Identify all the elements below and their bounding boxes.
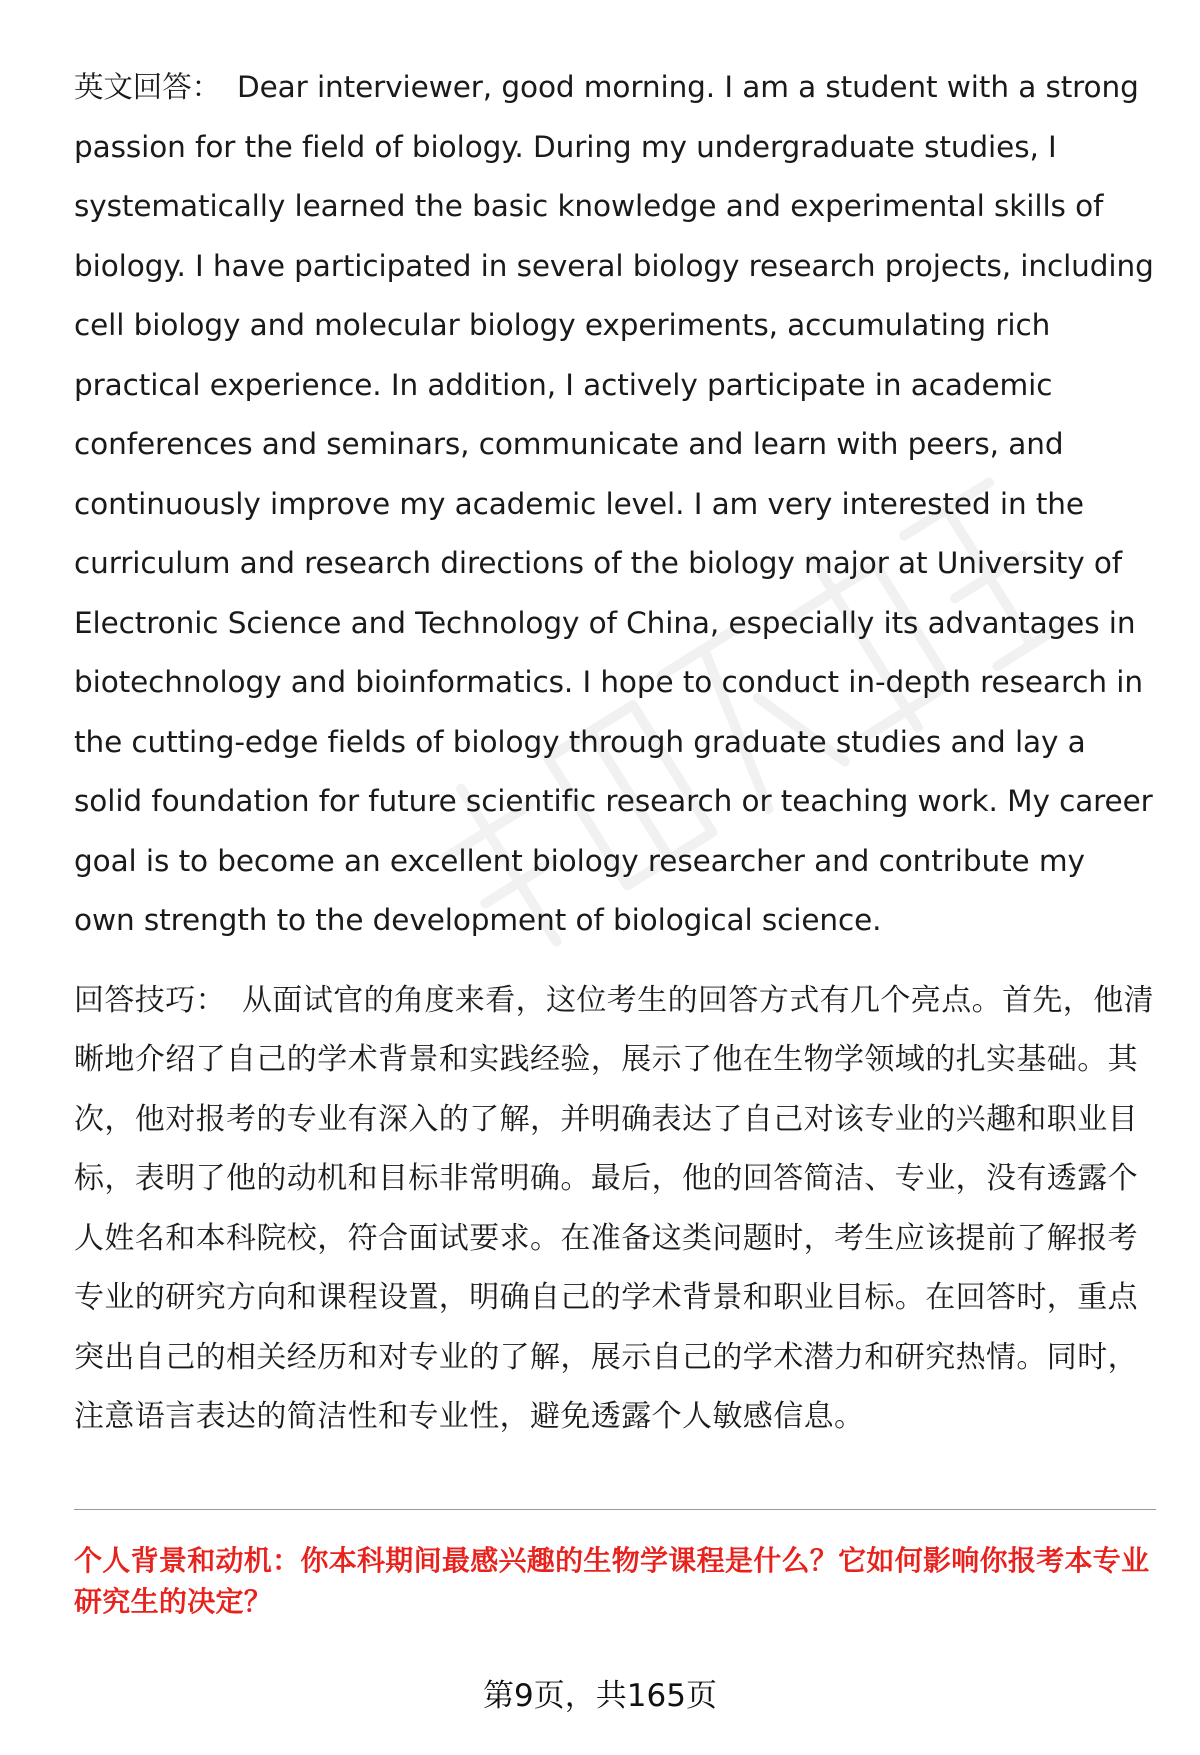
content-area	[74, 58, 1154, 1447]
page-number-footer: 第9页，共165页	[483, 1678, 717, 1714]
answer-tips-paragraph	[74, 971, 1154, 1447]
english-answer-text: Dear interviewer, good morning. I am a student with a strong passion for the field of biology. During my undergraduate studies, I systematically learned the basic knowledge and experimental skills of biology. I have participated in several biology research projects, including cell biology and molecular biology experiments, accumulating rich practical experience. In addition, I actively participate in academic conferences and seminars, communicate and learn with peers, and continuously improve my academic level. I am very interested in the curriculum and research directions of the biology major at University of Electronic Science and Technology of China, especially its advantages in biotechnology and bioinformatics. I hope to conduct in-depth research in the cutting-edge fields of biology through graduate studies and lay a solid foundation for future scientific research or teaching work. My career goal is to become an excellent biology researcher and contribute my own strength to the development of biological science.	[74, 70, 1154, 937]
english-answer-paragraph	[74, 58, 1154, 951]
section-divider	[74, 1509, 1156, 1510]
next-question-heading: 个人背景和动机：你本科期间最感兴趣的生物学课程是什么？它如何影响你报考本专业研究生的决定？	[74, 1544, 1150, 1618]
answer-tips-text: 从面试官的角度来看，这位考生的回答方式有几个亮点。首先，他清晰地介绍了自己的学术背景和实践经验，展示了他在生物学领域的扎实基础。其次，他对报考的专业有深入的了解，并明确表达了自己对该专业的兴趣和职业目标，表明了他的动机和目标非常明确。最后，他的回答简洁、专业，没有透露个人姓名和本科院校，符合面试要求。在准备这类问题时，考生应该提前了解报考专业的研究方向和课程设置，明确自己的学术背景和职业目标。在回答时，重点突出自己的相关经历和对专业的了解，展示自己的学术潜力和研究热情。同时，注意语言表达的简洁性和专业性，避免透露个人敏感信息。	[74, 982, 1154, 1434]
answer-tips-label: 回答技巧：	[74, 982, 226, 1018]
english-answer-label: 英文回答：	[74, 70, 222, 104]
